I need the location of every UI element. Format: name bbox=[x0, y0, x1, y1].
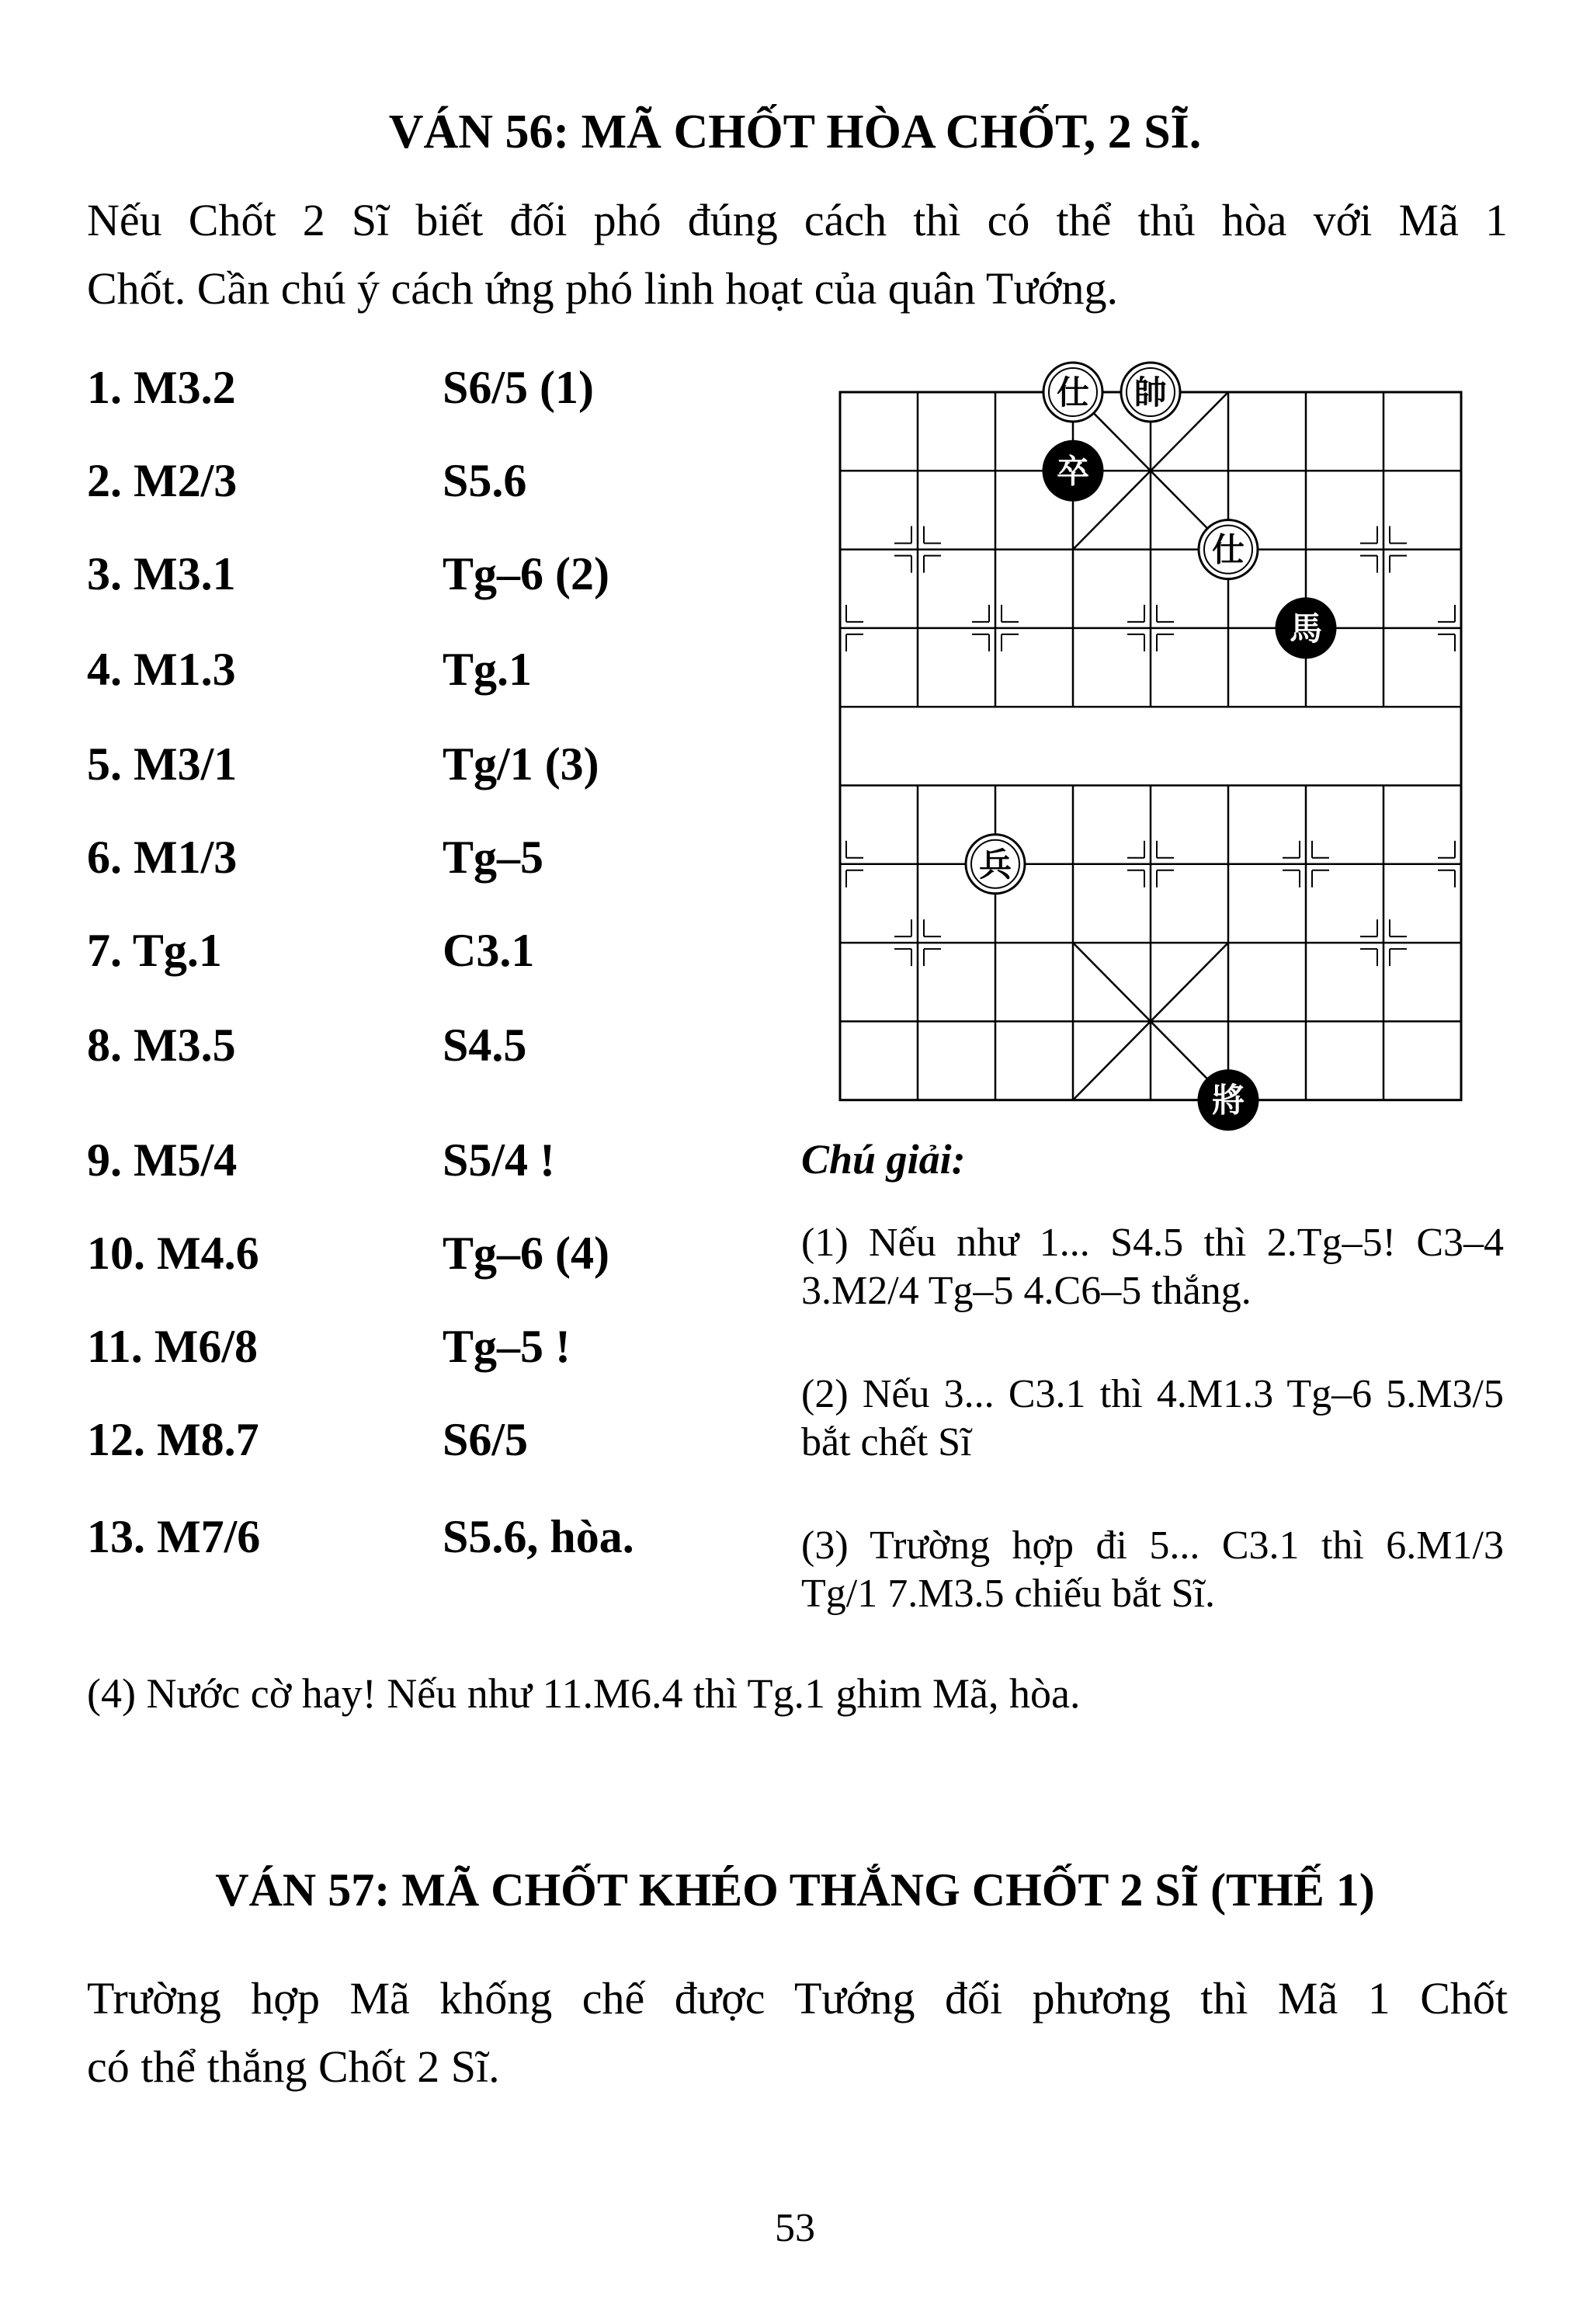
move-white: 11. M6/8 bbox=[87, 1321, 258, 1372]
move-black: S5.6, hòa. bbox=[443, 1511, 634, 1562]
note-2: (2) Nếu 3... C3.1 thì 4.M1.3 Tg–6 5.M3/5 bắt chết Sĩ bbox=[801, 1372, 1504, 1464]
notes-title: Chú giải: bbox=[801, 1136, 966, 1183]
move-black: Tg–5 bbox=[443, 832, 544, 883]
move-white: 7. Tg.1 bbox=[87, 925, 222, 976]
red-advisor-top-glyph: 仕 bbox=[1056, 373, 1090, 412]
red-general-glyph: 帥 bbox=[1133, 373, 1168, 412]
move-black: Tg–6 (2) bbox=[443, 548, 609, 599]
move-white: 13. M7/6 bbox=[87, 1511, 261, 1562]
red-soldier-glyph: 兵 bbox=[978, 845, 1012, 884]
move-black: Tg–6 (4) bbox=[443, 1228, 609, 1279]
red-advisor-middle-glyph: 仕 bbox=[1211, 530, 1245, 569]
move-black: Tg–5 ! bbox=[443, 1321, 571, 1372]
note-1: (1) Nếu như 1... S4.5 thì 2.Tg–5! C3–4 3.M2/4 Tg–5 4.C6–5 thắng. bbox=[801, 1221, 1504, 1313]
move-black: S4.5 bbox=[443, 1020, 527, 1071]
move-white: 5. M3/1 bbox=[87, 738, 238, 790]
move-white: 6. M1/3 bbox=[87, 832, 238, 883]
game56-intro-line1: Nếu Chốt 2 Sĩ biết đối phó đúng cách thì có thể thủ hòa với Mã 1 bbox=[87, 195, 1508, 245]
game57-intro bbox=[87, 1964, 1508, 2101]
note-3: (3) Trường hợp đi 5... C3.1 thì 6.M1/3 Tg/1 7.M3.5 chiếu bắt Sĩ. bbox=[801, 1523, 1504, 1616]
game57-intro-line2: có thể thắng Chốt 2 Sĩ. bbox=[87, 2041, 500, 2092]
move-white: 3. M3.1 bbox=[87, 548, 236, 599]
move-black: S5.6 bbox=[443, 455, 527, 506]
game57-title: VÁN 57: MÃ CHỐT KHÉO THẮNG CHỐT 2 SĨ (THẾ 1) bbox=[215, 1864, 1375, 1916]
move-black: Tg.1 bbox=[443, 644, 533, 695]
black-soldier-glyph: 卒 bbox=[1056, 452, 1090, 491]
black-general-glyph: 將 bbox=[1211, 1081, 1245, 1120]
move-black: C3.1 bbox=[443, 925, 535, 976]
page-number: 53 bbox=[775, 2206, 815, 2250]
note-4: (4) Nước cờ hay! Nếu như 11.M6.4 thì Tg.1 ghim Mã, hòa. bbox=[87, 1670, 1081, 1717]
move-black: Tg/1 (3) bbox=[443, 738, 599, 790]
move-black: S6/5 bbox=[443, 1414, 529, 1465]
xiangqi-board bbox=[823, 349, 1506, 1141]
game56-intro-line2: Chốt. Cần chú ý cách ứng phó linh hoạt của quân Tướng. bbox=[87, 263, 1118, 314]
move-white: 12. M8.7 bbox=[87, 1414, 259, 1465]
move-white: 9. M5/4 bbox=[87, 1134, 238, 1186]
move-white: 2. M2/3 bbox=[87, 455, 238, 506]
move-white: 1. M3.2 bbox=[87, 362, 236, 413]
move-white: 4. M1.3 bbox=[87, 644, 236, 695]
move-black: S5/4 ! bbox=[443, 1134, 556, 1186]
black-horse-glyph: 馬 bbox=[1289, 609, 1323, 648]
move-white: 10. M4.6 bbox=[87, 1228, 259, 1279]
game57-intro-line1: Trường hợp Mã khống chế được Tướng đối phương thì Mã 1 Chốt bbox=[87, 1973, 1508, 2024]
move-white: 8. M3.5 bbox=[87, 1020, 236, 1071]
game56-intro bbox=[87, 186, 1508, 323]
game56-title: VÁN 56: MÃ CHỐT HÒA CHỐT, 2 SĨ. bbox=[388, 106, 1202, 158]
move-black: S6/5 (1) bbox=[443, 362, 594, 413]
